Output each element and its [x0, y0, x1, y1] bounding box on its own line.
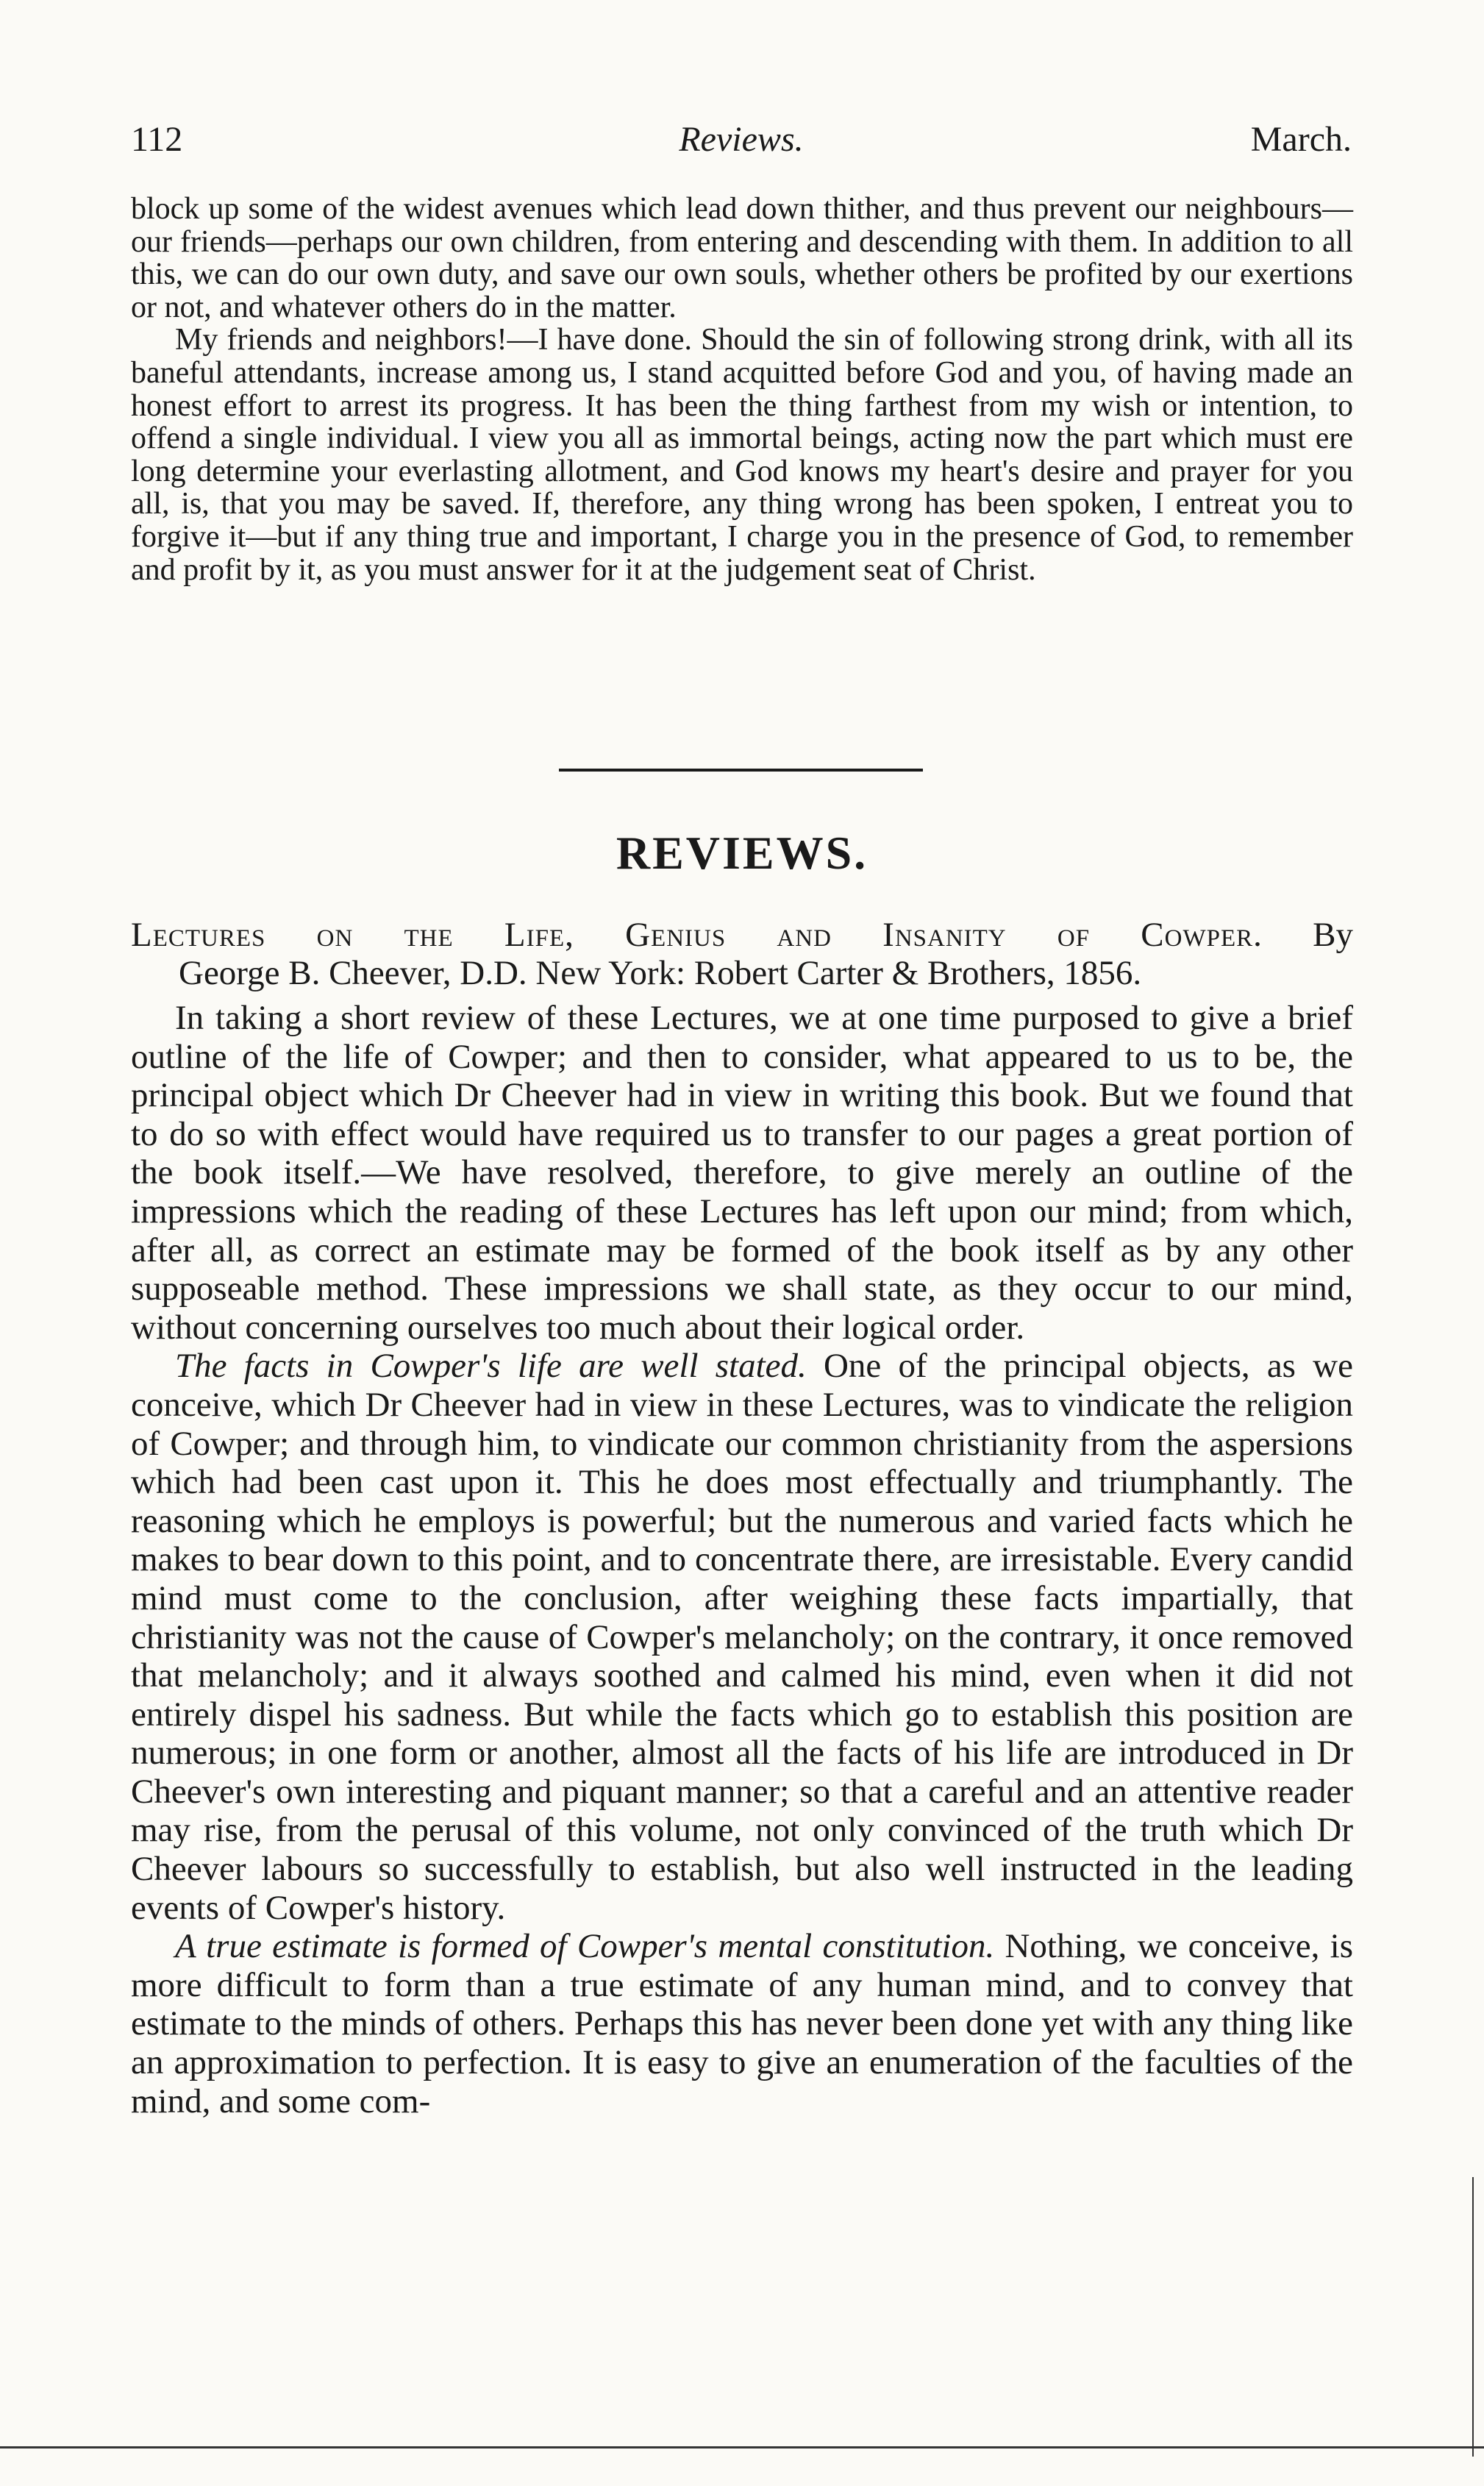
- review-title-line: [131, 916, 1353, 954]
- section-title: REVIEWS.: [616, 827, 868, 879]
- paragraph-text: One of the principal objects, as we conceive, which Dr Cheever had in view in these Lectures, was to vindicate the religion of Cowper; and through him, to vindicate our common christianity from the aspersions which had been cast upon it. This he does most effectually and triumphantly. The reasoning which he employs is powerful; but the numerous and varied facts which he makes to bear down to this point, and to concentrate there, are irresistable. Every candid mind must come to the conclusion, after weighing these facts impartially, that christianity was not the cause of Cowper's melancholy; on the contrary, it once removed that melancholy; and it always soothed and calmed his mind, even when it did not entirely dispel his sadness. But while the facts which go to establish this position are numerous; in one form or another, almost all the facts of his life are introduced in Dr Cheever's own interesting and piquant manner; so that a careful and an attentive reader may rise, from the perusal of this volume, not only convinced of the truth which Dr Cheever labours so successfully to establish, but also well instructed in the leading events of Cowper's history.: [131, 1347, 1353, 1927]
- review-heading: [131, 916, 1353, 992]
- page-side-edge: [1472, 2177, 1474, 2457]
- paragraph-lead: A true estimate is formed of Cowper's mental constitution.: [175, 1927, 995, 1966]
- previous-article-text: [131, 193, 1353, 586]
- previous-paragraph: My friends and neighbors!—I have done. Should the sin of following strong drink, with all its baneful attendants, increase among us, I stand acquitted before God and you, of having made an honest effort to arrest its progress. It has been the thing farthest from my wish or intention, to offend a single individual. I view you all as immortal beings, acting now the part which must ere long determine your everlasting allotment, and God knows my heart's desire and prayer for you all, is, that you may be saved. If, therefore, any thing wrong has been spoken, I entreat you to forgive it—but if any thing true and important, I charge you in the presence of God, to remember and profit by it, as you must answer for it at the judgement seat of Christ.: [131, 323, 1353, 587]
- running-header: [131, 118, 1352, 162]
- previous-paragraph: block up some of the widest avenues which lead down thither, and thus prevent our neighbours—our friends—perhaps our own children, from entering and descending with them. In addition to all this, we can do our own duty, and save our own souls, whether others be profited by our exertions or not, and whatever others do in the matter.: [131, 192, 1353, 324]
- page-number: 112: [131, 120, 183, 159]
- book-title: Lectures on the Life, Genius and Insanity of Cowper.: [131, 916, 1263, 954]
- section-divider: [559, 769, 923, 772]
- running-month: March.: [1250, 120, 1352, 159]
- review-paragraph: [131, 1347, 1353, 1927]
- paragraph-lead: The facts in Cowper's life are well stated.: [175, 1347, 807, 1386]
- running-title: Reviews.: [679, 120, 804, 159]
- author-line: George B. Cheever, D.D. New York: Robert Carter & Brothers, 1856.: [179, 954, 1142, 992]
- review-paragraph: [131, 1927, 1353, 2120]
- page-bottom-edge: [0, 2446, 1484, 2448]
- review-body: [131, 999, 1353, 2120]
- paragraph-text: Nothing, we conceive, is more difficult to form than a true estimate of any human mind, and to convey that estimate to the minds of others. Perhaps this has never been done yet with any thing like an approximation to perfection. It is easy to give an enumeration of the faculties of the mind, and some com-: [131, 1927, 1354, 2120]
- by-word: By: [1313, 916, 1353, 954]
- review-paragraph: In taking a short review of these Lectures, we at one time purposed to give a brief outline of the life of Cowper; and then to consider, what appeared to us to be, the principal object which Dr Cheever had in view in writing this book. But we found that to do so with effect would have required us to transfer to our pages a great portion of the book itself.—We have resolved, therefore, to give merely an outline of the impressions which the reading of these Lectures has left upon our mind; from which, after all, as correct an estimate may be formed of the book itself as by any other supposeable method. These impressions we shall state, as they occur to our mind, without concerning ourselves too much about their logical order.: [131, 999, 1353, 1347]
